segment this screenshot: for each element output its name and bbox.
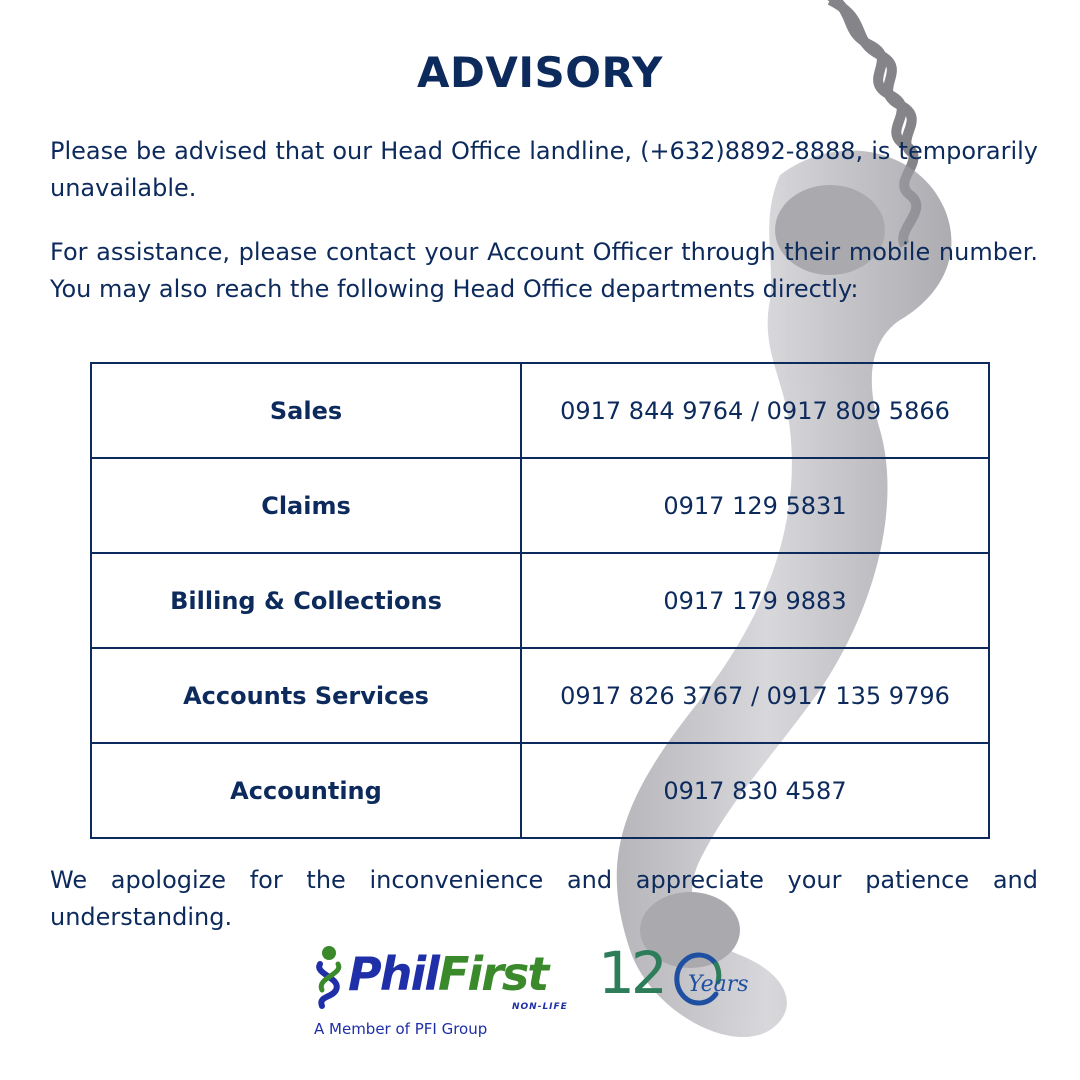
footer-logos: [312, 939, 782, 1044]
table-row: [91, 363, 989, 458]
assistance-paragraph: For assistance, please contact your Account Officer through their mobile number. You may also reach the following Head Office departments directly:: [50, 238, 1038, 303]
brand-subtitle: NON-LIFE: [512, 1002, 568, 1012]
table-row: [91, 648, 989, 743]
brand-member-text: A Member of PFI Group: [314, 1020, 488, 1038]
table-row: [91, 743, 989, 838]
department-numbers: 0917 826 3767 / 0917 135 9796: [521, 648, 989, 743]
page-title: ADVISORY: [417, 48, 663, 97]
department-name: Accounting: [91, 743, 521, 838]
table-row: [91, 458, 989, 553]
department-numbers: 0917 129 5831: [521, 458, 989, 553]
brand-logo-text: [348, 946, 547, 1002]
intro-paragraph: Please be advised that our Head Office landline, (+632)8892-8888, is temporarily unavailable.: [50, 137, 1038, 202]
department-numbers: 0917 844 9764 / 0917 809 5866: [521, 363, 989, 458]
closing-paragraph: We apologize for the inconvenience and appreciate your patience and understanding.: [50, 866, 1038, 931]
brand-name-part1: Phil: [348, 947, 438, 1001]
department-name: Claims: [91, 458, 521, 553]
brand-name-part2: First: [438, 947, 548, 1001]
department-numbers: 0917 830 4587: [521, 743, 989, 838]
department-name: Sales: [91, 363, 521, 458]
anniversary-word: Years: [688, 972, 749, 997]
philfirst-person-icon: [312, 944, 346, 1010]
table-row: [91, 553, 989, 648]
department-numbers: 0917 179 9883: [521, 553, 989, 648]
anniversary-number: 12: [598, 939, 664, 1007]
department-contacts-table: [90, 362, 990, 839]
department-name: Billing & Collections: [91, 553, 521, 648]
department-name: Accounts Services: [91, 648, 521, 743]
anniversary-logo: [598, 939, 782, 1014]
